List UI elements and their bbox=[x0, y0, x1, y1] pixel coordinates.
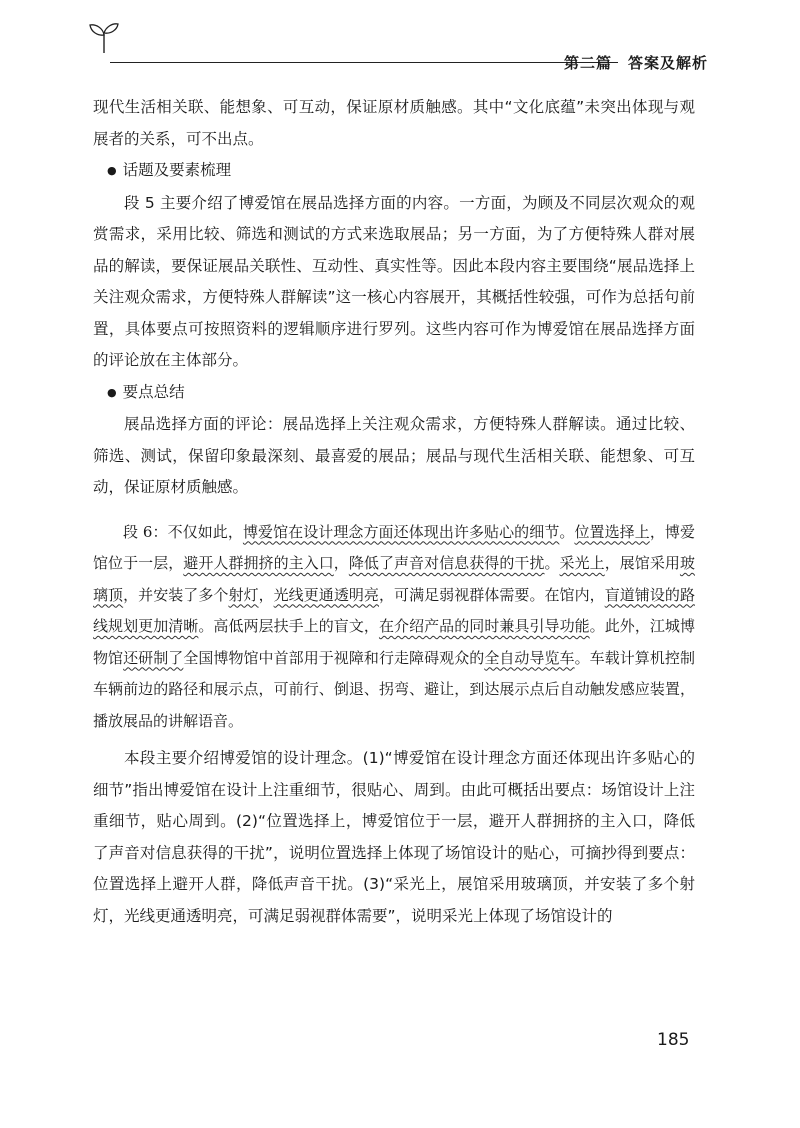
paragraph-continuation: 现代生活相关联、能想象、可互动，保证原材质触感。其中“文化底蕴”未突出体现与观展者的关系，可不出点。 bbox=[93, 98, 695, 148]
paragraph-summary: 展品选择方面的评论：展品选择上关注观众需求，方便特殊人群解读。通过比较、筛选、测试，保留印象最深刻、最喜爱的展品；展品与现代生活相关联、能想象、可互动，保证原材质触感。 bbox=[93, 415, 695, 496]
underlined-phrase: 盲道铺设的路线规划更加清晰 bbox=[93, 585, 695, 635]
source-text: ，可满足弱视群体需要。在馆内， bbox=[378, 585, 605, 604]
underlined-phrase: 玻璃顶 bbox=[93, 554, 695, 604]
underlined-phrase: 位置选择上 bbox=[574, 522, 650, 541]
underlined-phrase: 还研制了 bbox=[123, 648, 184, 667]
underlined-phrase: 采光上 bbox=[559, 554, 605, 572]
source-text: ， bbox=[258, 585, 274, 604]
source-text: 。此外，江城博物馆 bbox=[93, 617, 695, 667]
source-text: 。车载计算机控制车辆前边的路径和展示点，可前行、倒退、拐弯、避让，到达展示点后自动触发感应装置，播放展品的讲解语音。 bbox=[93, 648, 695, 730]
paragraph-analysis-6: 本段主要介绍博爱馆的设计理念。(1)“博爱馆在设计理念方面还体现出许多贴心的细节”指出博爱馆在设计上注重细节，很贴心、周到。由此可概括出要点：场馆设计上注重细节，贴心周到。(2)“位置选择上，博爱馆位于一层，避开人群拥挤的主入口，降低了声音对信息获得的干扰”，说明位置选择上体现了场馆设计的贴心，可摘抄得到要点：位置选择上避开人群，降低声音干扰。(3)“采光上，展馆采用玻璃顶，并安装了多个射灯，光线更通透明亮，可满足弱视群体需要”，说明采光上体现了场馆设计的 bbox=[93, 749, 695, 925]
spacer bbox=[93, 504, 695, 517]
source-paragraph-6 bbox=[93, 517, 695, 738]
bullet-heading-topic: ● 话题及要素梳理 bbox=[93, 155, 695, 188]
source-text: ， bbox=[333, 554, 349, 572]
source-text: 。 bbox=[544, 554, 560, 572]
bullet-heading-summary: ● 要点总结 bbox=[93, 377, 695, 410]
underlined-phrase: 光线更通透明亮 bbox=[273, 585, 379, 604]
source-text: 全国博物馆中首部用于视障和行走障碍观众的 bbox=[183, 648, 485, 667]
source-text: 。高低两层扶手上的盲文， bbox=[198, 617, 379, 635]
sprout-icon bbox=[88, 20, 120, 54]
header-rule bbox=[110, 62, 618, 63]
page-body bbox=[93, 92, 695, 932]
underlined-phrase: 避开人群拥挤的主入口 bbox=[183, 554, 334, 572]
underlined-phrase: 博爱馆在设计理念方面还体现出许多贴心的细节 bbox=[242, 522, 560, 541]
source-text: ，博爱馆位于一层， bbox=[93, 522, 695, 572]
page-number: 185 bbox=[657, 1030, 690, 1050]
source-text: ，展馆采用 bbox=[604, 554, 680, 572]
page-header bbox=[88, 18, 708, 72]
source-text: 段 6：不仅如此， bbox=[123, 522, 243, 541]
source-text: 。 bbox=[559, 522, 575, 541]
underlined-phrase: 在介绍产品的同时兼具引导功能 bbox=[378, 617, 590, 635]
underlined-phrase: 射灯 bbox=[228, 585, 259, 604]
paragraph-analysis-5: 段 5 主要介绍了博爱馆在展品选择方面的内容。一方面，为顾及不同层次观众的观赏需求，采用比较、筛选和测试的方式来选取展品；另一方面，为了方便特殊人群对展品的解读，要保证展品关联性、互动性、真实性等。因此本段内容主要围绕“展品选择上关注观众需求，方便特殊人群解读”这一核心内容展开，其概括性较强，可作为总括句前置，具体要点可按照资料的逻辑顺序进行罗列。这些内容可作为博爱馆在展品选择方面的评论放在主体部分。 bbox=[93, 193, 695, 369]
underlined-phrase: 降低了声音对信息获得的干扰 bbox=[348, 554, 545, 572]
underlined-phrase: 全自动导览车 bbox=[484, 648, 575, 667]
source-text: ，并安装了多个 bbox=[123, 585, 229, 604]
section-title: 第二篇 答案及解析 bbox=[563, 54, 708, 72]
